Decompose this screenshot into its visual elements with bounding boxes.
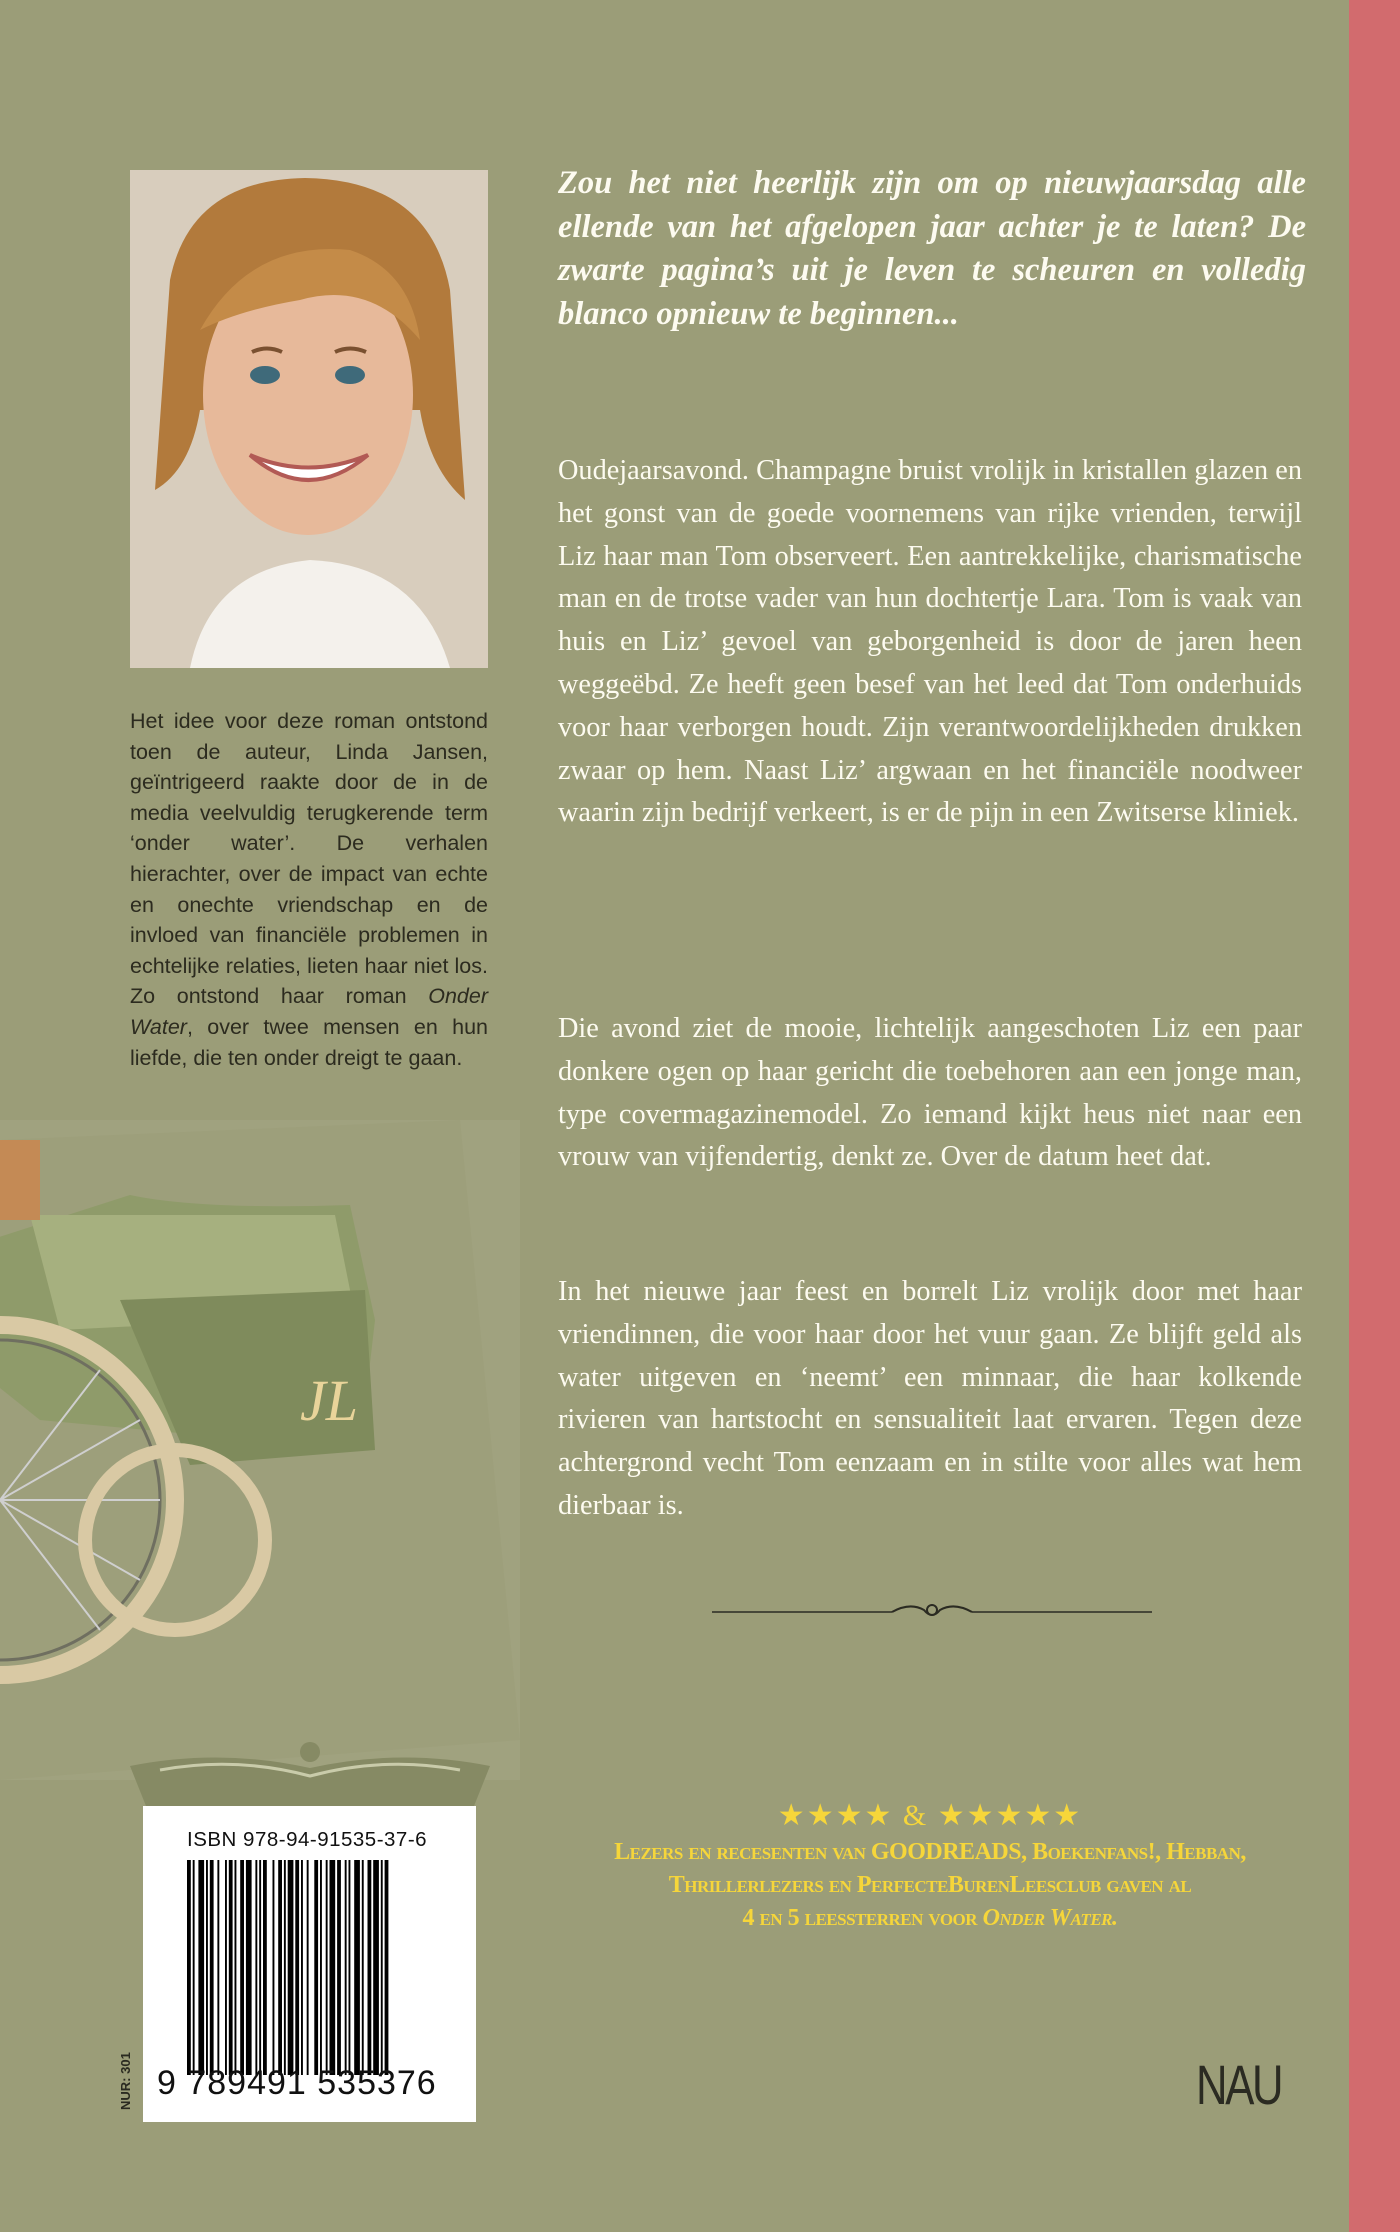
barcode-bar: [295, 1860, 299, 2075]
barcode-bar: [381, 1860, 383, 2075]
rating-block: [600, 1800, 1260, 1935]
barcode-bar: [217, 1860, 219, 2075]
barcode-bar: [373, 1860, 379, 2075]
cargo-bike-icon: [0, 1120, 520, 1780]
barcode-bar: [301, 1860, 303, 2075]
barcode-bar: [326, 1860, 328, 2075]
barcode-bar: [255, 1860, 257, 2075]
barcode-panel: [143, 1806, 476, 2122]
author-bio: [130, 706, 488, 1073]
monogram: JL: [300, 1368, 358, 1433]
barcode-bar: [385, 1860, 389, 2075]
barcode-bar: [229, 1860, 233, 2075]
bio-book-title: Onder Water: [130, 984, 488, 1039]
author-photo: [130, 170, 488, 668]
barcode-bar: [354, 1860, 360, 2075]
barcode-bar: [320, 1860, 322, 2075]
barcode-bar: [193, 1860, 195, 2075]
barcode-digits: 9 789491 535376: [157, 2064, 437, 2102]
barcode-bar: [307, 1860, 309, 2075]
rating-line-3: [600, 1902, 1260, 1935]
barcode-bar: [225, 1860, 227, 2075]
barcode-bar: [349, 1860, 351, 2075]
barcode-bar: [210, 1860, 214, 2075]
isbn-label: ISBN 978-94-91535-37-6: [187, 1828, 428, 1851]
author-portrait-icon: [130, 170, 488, 668]
rating-line-2: Thrillerlezers en PerfecteBurenLeesclub gaven al: [668, 1872, 1192, 1898]
tagline: Zou het niet heerlijk zijn om op nieuwjaarsdag alle ellende van het afgelopen jaar achter je te laten? De zwarte pagina’s uit je leven te scheuren en volledig blanco opnieuw te beginnen...: [558, 165, 1306, 332]
barcode-bar: [259, 1860, 261, 2075]
barcode-bar: [345, 1860, 347, 2075]
barcode-bar: [368, 1860, 372, 2075]
barcode-bar: [246, 1860, 252, 2075]
synopsis-paragraph-3: In het nieuwe jaar feest en borrelt Liz vrolijk door met haar vriendinnen, die voor haar door het vuur gaan. Ze blijft geld als water uitgeven en ‘neemt’ een minnaar, die haar kolkende rivieren van hartstocht en sensualiteit laat ervaren. Tegen deze achtergrond vecht Tom eenzaam en in stilte voor alles wat hem dierbaar is.: [558, 1276, 1302, 1521]
barcode-bar: [263, 1860, 267, 2075]
barcode-bar: [187, 1860, 191, 2075]
nur-code: NUR: 301: [118, 2052, 133, 2110]
rating-line-3-prefix: 4 en 5 leessterren voor: [742, 1905, 983, 1931]
bio-text-after: , over twee mensen en hun liefde, die ten onder dreigt te gaan.: [130, 1014, 488, 1070]
synopsis-paragraph-2: Die avond ziet de mooie, lichtelijk aangeschoten Liz een paar donkere ogen op haar gericht die toebehoren aan een jonge man, type covermagazinemodel. Zo iemand kijkt heus niet naar een vrouw van vijfendertig, denkt ze. Over de datum heet dat.: [558, 1013, 1302, 1173]
rating-book-title: Onder Water.: [982, 1905, 1118, 1931]
barcode-bar: [314, 1860, 318, 2075]
publisher-logo: NAU: [1196, 2053, 1282, 2116]
open-book-logo-icon: [130, 1738, 490, 1816]
barcode-bar: [206, 1860, 208, 2075]
bio-text-before: Het idee voor deze roman ontstond toen de auteur, Linda Jansen, geïntrigeerd raakte door de in de media veelvuldig terugkerende term ‘onder water’. De verhalen hierachter, over de impact van echte en onechte vriendschap en de invloed van financiële problemen in echtelijke relaties, lieten haar niet los. Zo ontstond haar roman: [130, 709, 488, 1009]
barcode-bar: [273, 1860, 275, 2075]
barcode-icon: [187, 1860, 457, 2075]
barcode-bar: [284, 1860, 286, 2075]
barcode-bar: [235, 1860, 237, 2075]
flourish-divider-icon: [712, 1598, 1152, 1626]
rating-line-1: Lezers en recesenten van GOODREADS, Boekenfans!, Hebban,: [614, 1839, 1246, 1865]
barcode-bar: [362, 1860, 364, 2075]
barcode-bar: [240, 1860, 244, 2075]
barcode-bar: [337, 1860, 341, 2075]
barcode-bar: [278, 1860, 282, 2075]
spine-strip: [1349, 0, 1400, 2232]
barcode-bar: [330, 1860, 336, 2075]
barcode-bar: [288, 1860, 294, 2075]
synopsis-paragraph-1: Oudejaarsavond. Champagne bruist vrolijk in kristallen glazen en het gonst van de goede voornemens van rijke vrienden, terwijl Liz haar man Tom observeert. Een aantrekkelijke, charismatische man en de trotse vader van hun dochtertje Lara. Tom is vaak van huis en Liz’ gevoel van geborgenheid is door de jaren heen weggeëbd. Ze heeft geen besef van het leed dat Tom onderhuids voor haar verborgen houdt. Zijn verantwoordelijkheden drukken zwaar op hem. Naast Liz’ argwaan en het financiële noodweer waarin zijn bedrijf verkeert, is er de pijn in een Zwitserse kliniek.: [558, 455, 1302, 829]
rating-stars: ★★★★ & ★★★★★: [777, 1799, 1083, 1832]
barcode-bar: [198, 1860, 204, 2075]
